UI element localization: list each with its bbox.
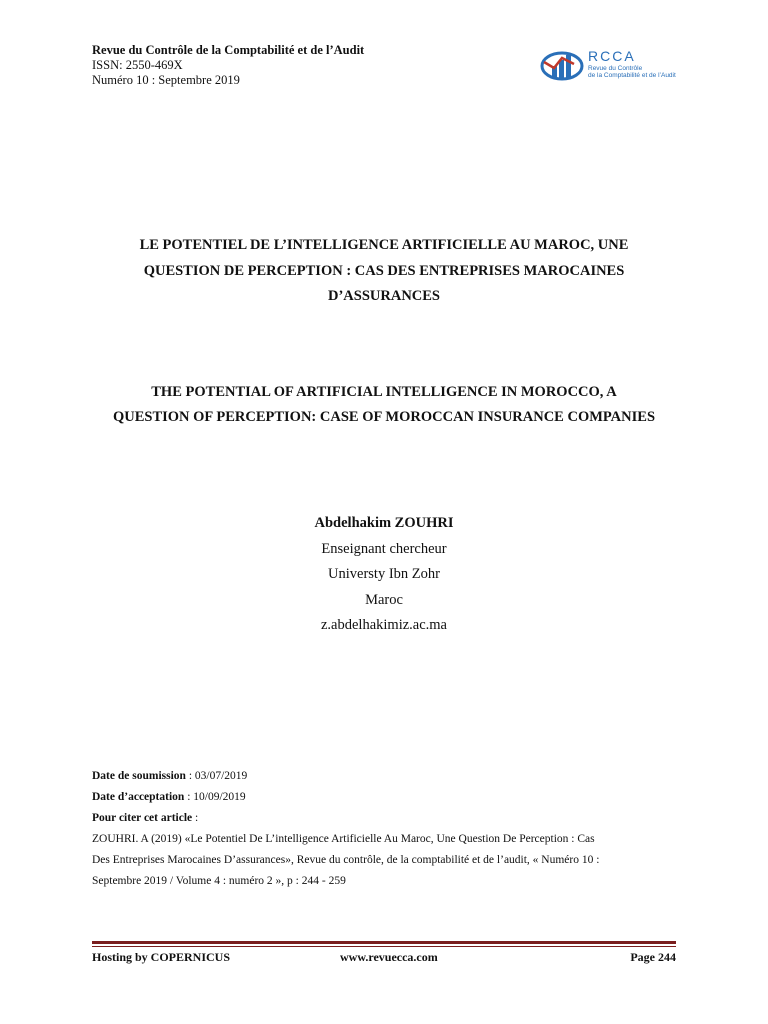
footer-website-link[interactable]: www.revuecca.com xyxy=(340,950,438,964)
article-meta xyxy=(92,766,676,892)
journal-header xyxy=(92,43,364,88)
journal-issn: ISSN: 2550-469X xyxy=(92,58,183,72)
author-institution: Universty Ibn Zohr xyxy=(328,566,440,582)
author-name: Abdelhakim ZOUHRI xyxy=(314,515,454,531)
cite-heading xyxy=(92,808,676,829)
acceptance-label: Date d’acceptation xyxy=(92,791,185,803)
journal-issue: Numéro 10 : Septembre 2019 xyxy=(92,73,240,87)
title-fr-line1: LE POTENTIEL DE L’INTELLIGENCE ARTIFICIELLE AU MAROC, UNE xyxy=(139,237,629,253)
author-role: Enseignant chercheur xyxy=(321,540,447,557)
submission-value: : 03/07/2019 xyxy=(185,770,248,782)
rcca-logo-icon xyxy=(540,44,586,84)
journal-title: Revue du Contrôle de la Comptabilité et de l’Audit xyxy=(92,43,365,57)
title-english xyxy=(92,380,676,430)
submission-date xyxy=(92,766,676,787)
title-french xyxy=(92,233,676,310)
footer-page-number: Page 244 xyxy=(630,950,676,964)
title-en-line1: THE POTENTIAL OF ARTIFICIAL INTELLIGENCE IN MOROCCO, A xyxy=(151,384,617,400)
title-fr-line2: QUESTION DE PERCEPTION : CAS DES ENTREPRISES MAROCAINES xyxy=(143,262,625,279)
submission-label: Date de soumission xyxy=(92,770,186,782)
title-en-line2: QUESTION OF PERCEPTION: CASE OF MOROCCAN INSURANCE COMPANIES xyxy=(112,409,656,425)
logo-abbr: RCCA xyxy=(588,48,636,64)
logo-subtitle xyxy=(588,65,676,79)
author-block xyxy=(92,511,676,639)
author-country: Maroc xyxy=(365,591,403,608)
rcca-logo xyxy=(540,44,700,84)
title-fr-line3: D’ASSURANCES xyxy=(328,288,440,304)
logo-subtitle-line1: Revue du Contrôle xyxy=(588,65,643,72)
cite-suffix: : xyxy=(192,812,199,824)
footer-rule-thin xyxy=(92,946,676,947)
citation-line1: ZOUHRI. A (2019) «Le Potentiel De L’intelligence Artificielle Au Maroc, Une Question De Perception : Cas xyxy=(92,833,595,845)
logo-bar-3 xyxy=(566,55,571,78)
citation-line3: Septembre 2019 / Volume 4 : numéro 2 », p : 244 - 259 xyxy=(92,875,346,887)
acceptance-date xyxy=(92,787,676,808)
acceptance-value: : 10/09/2019 xyxy=(184,791,246,803)
footer-hosting: Hosting by COPERNICUS xyxy=(92,950,231,964)
footer-rule-thick xyxy=(92,941,676,944)
citation-line2: Des Entreprises Marocaines D’assurances», Revue du contrôle, de la comptabilité et de l’audit, « Numéro 10 : xyxy=(92,854,600,866)
author-email: z.abdelhakimiz.ac.ma xyxy=(320,617,447,633)
logo-subtitle-line2: de la Comptabilité et de l’Audit xyxy=(588,72,676,79)
cite-label: Pour citer cet article xyxy=(92,812,193,824)
